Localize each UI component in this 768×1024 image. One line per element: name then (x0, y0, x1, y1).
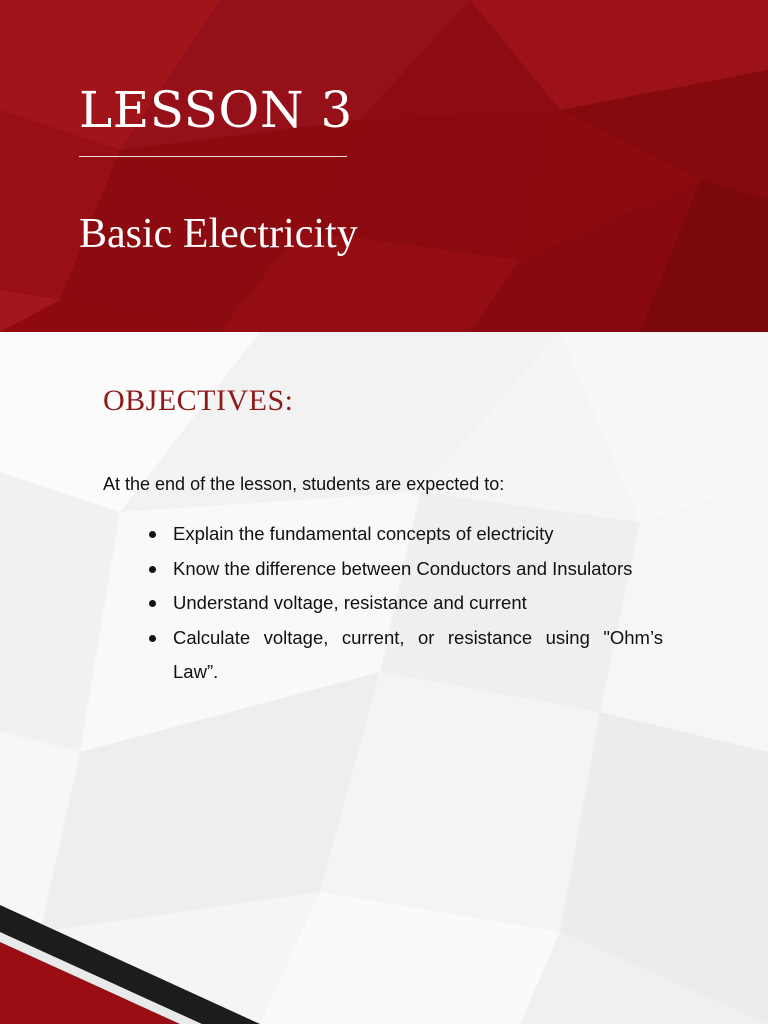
objective-item-3 (103, 586, 663, 621)
title-divider (79, 156, 347, 157)
objective-text: Understand voltage, resistance and current (173, 592, 527, 613)
objective-item-1 (103, 517, 663, 552)
objective-item-4 (103, 621, 663, 690)
lesson-title: LESSON 3 (79, 81, 353, 139)
objectives-heading: OBJECTIVES: (103, 384, 294, 417)
objectives-list (103, 517, 663, 690)
header-pattern (0, 0, 768, 332)
objectives-intro: At the end of the lesson, students are expected to: (103, 474, 505, 494)
objective-text: Calculate voltage, current, or resistance using "Ohm’s Law”. (173, 626, 663, 682)
bullet-icon (149, 635, 156, 642)
header-banner (0, 0, 768, 332)
objective-text: Know the difference between Conductors and Insulators (173, 557, 633, 579)
corner-stripes (0, 880, 768, 1024)
bullet-icon (149, 566, 156, 573)
corner-decoration (0, 880, 768, 1024)
bullet-icon (149, 531, 156, 538)
objective-text: Explain the fundamental concepts of electricity (173, 523, 554, 544)
objective-item-2 (103, 552, 663, 587)
bullet-icon (149, 600, 156, 607)
lesson-subtitle: Basic Electricity (79, 211, 358, 257)
